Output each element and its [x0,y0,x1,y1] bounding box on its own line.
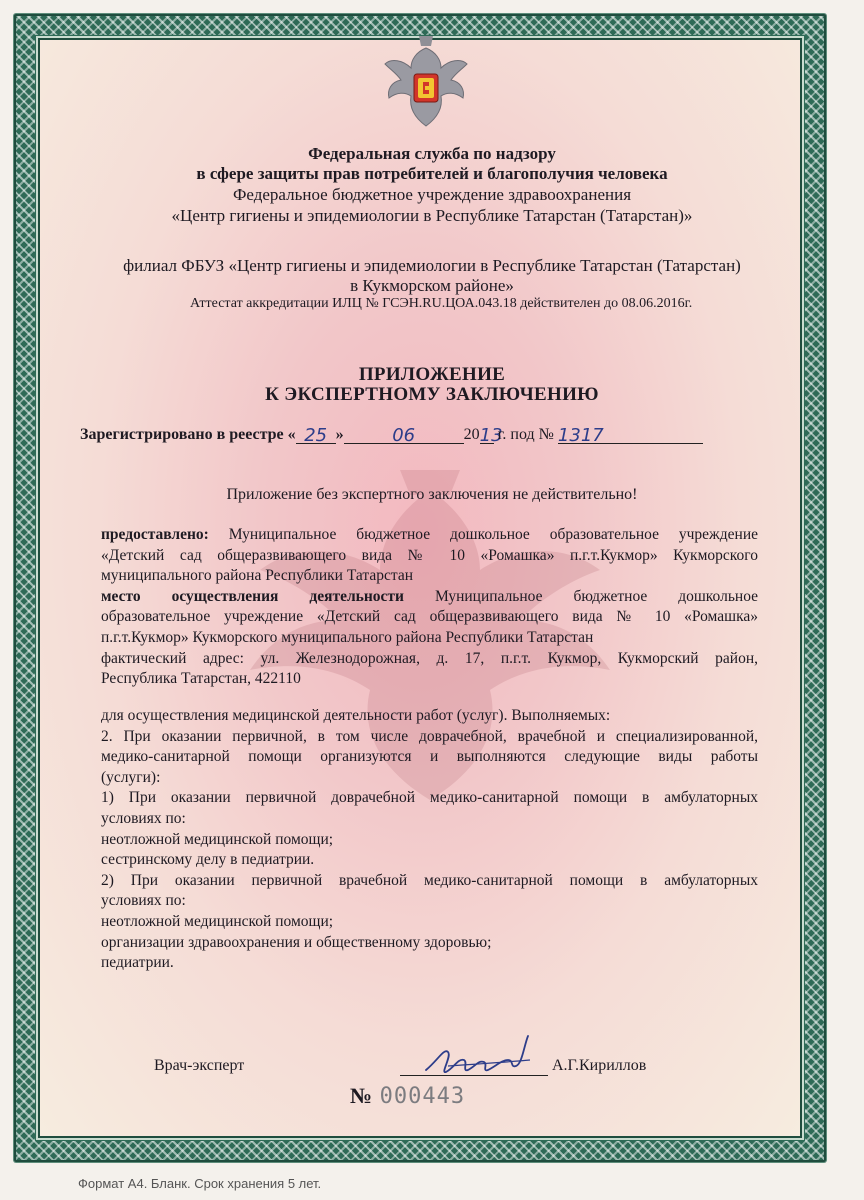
title-line2: К ЭКСПЕРТНОМУ ЗАКЛЮЧЕНИЮ [265,384,599,405]
address-line1: фактический адрес: ул. Железнодорожная, д. 17, п.г.т. Кукмор, Кукморский район, [101,649,758,667]
services-line11: неотложной медицинской помощи; [101,912,334,930]
services-line2: 2. При оказании первичной, в том числе доврачебной, врачебной и специализированной, [101,727,758,745]
services-line4: (услуги): [101,768,161,786]
services-line10: условиях по: [101,892,186,910]
place-label: место осуществления деятельности [101,587,404,605]
registration-line [80,425,703,444]
validity-notice: Приложение без экспертного заключения не действительно! [226,486,638,503]
services-line3: медико-санитарной помощи организуются и выполняются следующие виды работы [101,748,758,766]
services-block [101,706,758,974]
services-line8: сестринскому делу в педиатрии. [101,851,315,869]
handwritten-signature-icon [418,1030,538,1085]
serial-digits: 000443 [379,1084,466,1109]
registration-month: 06 [392,425,416,446]
title-line1: ПРИЛОЖЕНИЕ [358,364,506,385]
serial-number [350,1083,465,1109]
services-line1: для осуществления медицинской деятельности работ (услуг). Выполняемых: [101,707,611,724]
provided-line1: Муниципальное бюджетное дошкольное образовательное учреждение [228,526,759,543]
place-line1: Муниципальное бюджетное дошкольное [434,587,759,605]
registration-number-label: г. под № [497,426,554,443]
place-line3: п.г.т.Кукмор» Кукморского муниципального района Республики Татарстан [101,628,594,646]
details-block [101,525,758,690]
services-line12: организации здравоохранения и общественному здоровью; [101,933,492,951]
services-line5: 1) При оказании первичной доврачебной медико-санитарной помощи в амбулаторных [101,789,758,807]
header-institution-line2: «Центр гигиены и эпидемиологии в Республике Татарстан (Татарстан)» [171,206,693,225]
place-line2: образовательное учреждение «Детский сад общеразвивающего вида № 10 «Ромашка» [101,608,758,626]
emblem-double-headed-eagle-icon [383,30,469,130]
address-line2: Республика Татарстан, 422110 [101,670,301,688]
accreditation-line: Аттестат аккредитации ИЛЦ № ГСЭН.RU.ЦОА.043.18 действителен до 08.06.2016г. [190,296,693,311]
footer-note: Формат А4. Бланк. Срок хранения 5 лет. [78,1176,322,1191]
header-branch-line1: филиал ФБУЗ «Центр гигиены и эпидемиологии в Республике Татарстан (Татарстан) [123,256,741,275]
registration-year-prefix: 20 [463,426,480,443]
header-agency-line1: Федеральная служба по надзору [308,144,556,163]
registration-quote-close: » [335,426,344,443]
registration-year-suffix: 13 [479,425,503,446]
services-line9: 2) При оказании первичной врачебной медико-санитарной помощи в амбулаторных [101,871,758,889]
services-line7: неотложной медицинской помощи; [101,830,334,848]
header-branch-line2: в Кукморском районе» [350,276,514,295]
provided-line3: муниципального района Республики Татарстан [101,567,414,585]
header-agency-line2: в сфере защиты прав потребителей и благополучия человека [196,164,668,183]
registration-number: 1317 [557,425,604,446]
provided-line2: «Детский сад общеразвивающего вида № 10 «Ромашка» п.г.т.Кукмор» Кукморского [101,546,758,564]
registration-label: Зарегистрировано в реестре « [80,426,296,443]
signature-role: Врач-эксперт [154,1057,245,1074]
registration-day: 25 [304,425,328,446]
provided-label: предоставлено: [101,526,209,543]
serial-label: № [350,1083,374,1108]
services-line13: педиатрии. [101,954,174,972]
services-line6: условиях по: [101,809,186,827]
header-institution-line1: Федеральное бюджетное учреждение здравоохранения [232,185,632,204]
signature-name: А.Г.Кириллов [552,1057,647,1074]
